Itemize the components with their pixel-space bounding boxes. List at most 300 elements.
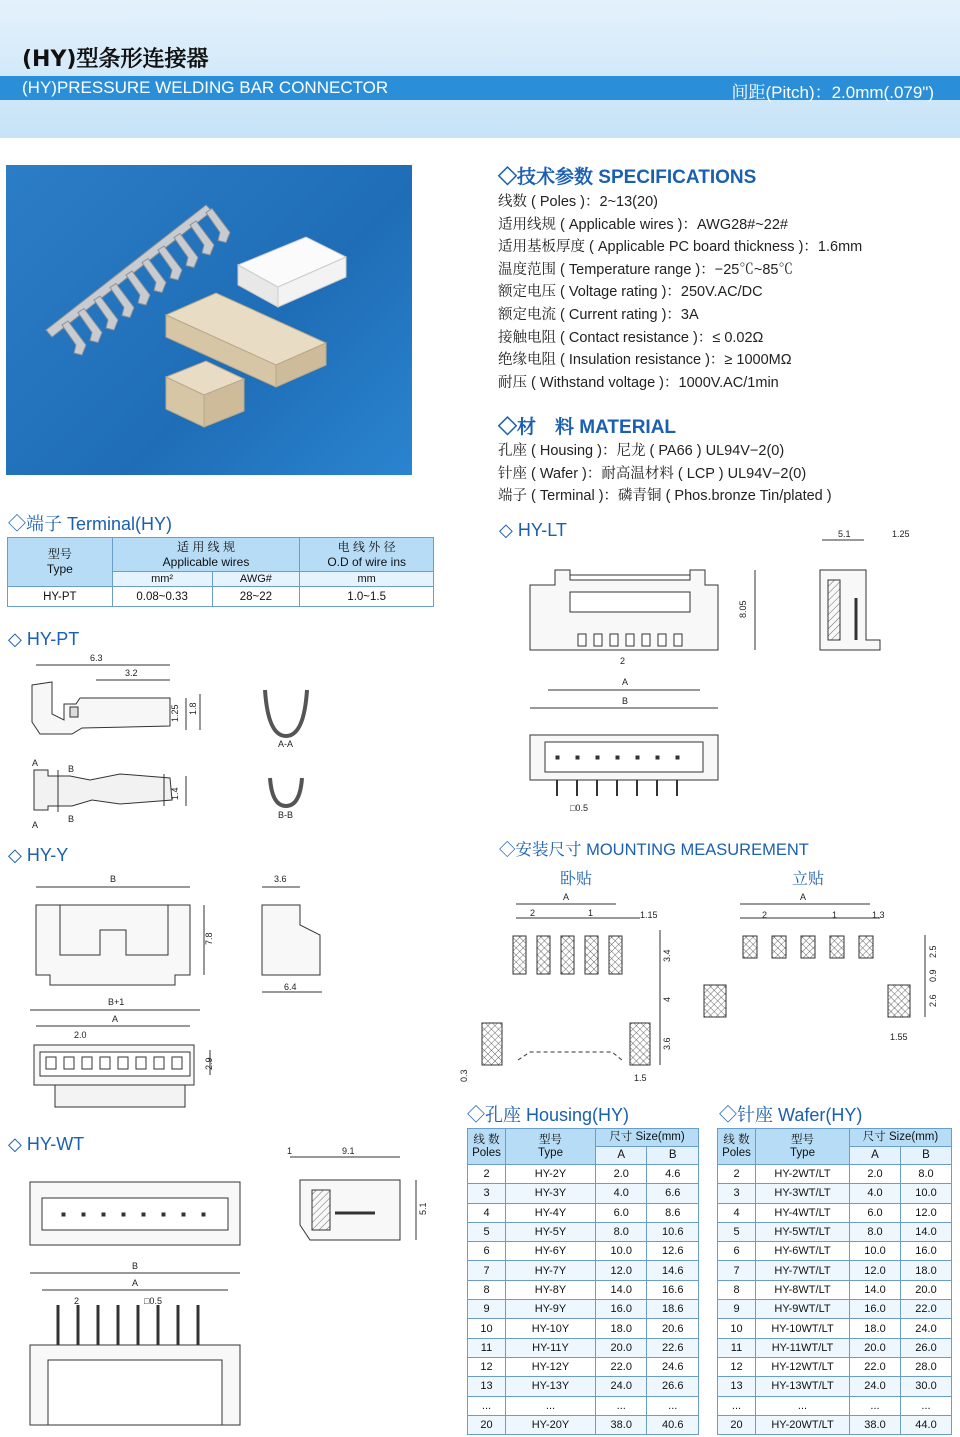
table-cell: 10 xyxy=(468,1319,506,1338)
dim-v-1: 1 xyxy=(832,910,838,920)
dim-m-0-3: 0.3 xyxy=(459,1069,469,1082)
table-cell: 24.0 xyxy=(850,1377,901,1396)
dim-m-1-5: 1.5 xyxy=(634,1073,647,1083)
table-cell: ... xyxy=(756,1396,850,1415)
drawing-detail xyxy=(46,1057,56,1069)
table-cell: 13 xyxy=(468,1377,506,1396)
mounting-horizontal-drawing xyxy=(482,904,660,1065)
drawing-detail xyxy=(642,634,650,646)
table-row xyxy=(718,1184,952,1203)
table-cell: 10.0 xyxy=(596,1242,647,1261)
table-cell: HY-3WT/LT xyxy=(756,1184,850,1203)
cell-od: 1.0~1.5 xyxy=(300,587,434,607)
table-cell: 2 xyxy=(718,1165,756,1184)
table-cell: ... xyxy=(900,1396,951,1415)
table-cell: 44.0 xyxy=(900,1415,951,1434)
drawing-detail xyxy=(172,1057,182,1069)
drawing-detail xyxy=(616,756,619,759)
dim-wt-1: 1 xyxy=(287,1146,293,1156)
table-cell: 2 xyxy=(468,1165,506,1184)
drawing-detail xyxy=(609,936,622,974)
dim-v-1-3: 1.3 xyxy=(872,910,885,920)
table-cell: 16.0 xyxy=(596,1300,647,1319)
spec-line: 适用线规 ( Applicable wires )：AWG28#~22# xyxy=(498,216,788,233)
dim-v-0-9: 0.9 xyxy=(928,969,938,982)
drawing-detail xyxy=(676,756,679,759)
th-type-cn: 型号 xyxy=(791,1133,814,1146)
page-subtitle: (HY)PRESSURE WELDING BAR CONNECTOR xyxy=(22,78,389,97)
table-row xyxy=(718,1222,952,1241)
table-cell: HY-10Y xyxy=(506,1319,596,1338)
table-cell: 6.6 xyxy=(647,1184,699,1203)
housing-table xyxy=(467,1128,699,1435)
th-poles-en: Poles xyxy=(472,1146,501,1159)
table-cell: 30.0 xyxy=(900,1377,951,1396)
spec-line: 绝缘电阻 ( Insulation resistance )：≥ 1000MΩ xyxy=(498,352,792,369)
drawing-detail xyxy=(202,1213,205,1216)
table-cell: 14.6 xyxy=(647,1261,699,1280)
drawing-detail xyxy=(162,1213,165,1216)
spec-line: 针座 ( Wafer )：耐高温材料 ( LCP ) UL94V−2(0) xyxy=(498,465,807,482)
dim-lt-b: B xyxy=(622,696,629,706)
dim-v-2: 2 xyxy=(762,910,768,920)
th-type-en: Type xyxy=(790,1146,815,1159)
horizontal-label: 卧贴 xyxy=(560,871,593,888)
table-cell: 11 xyxy=(468,1338,506,1357)
hy-pt-section-aa xyxy=(265,690,307,736)
table-cell: ... xyxy=(596,1396,647,1415)
dim-wt-b: B xyxy=(132,1261,139,1271)
drawing-detail xyxy=(102,1213,105,1216)
table-cell: HY-10WT/LT xyxy=(756,1319,850,1338)
dim-b-bot: B xyxy=(68,814,75,824)
th-type-en: Type xyxy=(538,1146,563,1159)
table-row xyxy=(718,1300,952,1319)
drawing-detail xyxy=(859,936,873,958)
table-cell: ... xyxy=(506,1396,596,1415)
table-cell: 24.0 xyxy=(900,1319,951,1338)
dim-lt-a: A xyxy=(622,677,629,687)
hy-wt-side-drawing xyxy=(290,1157,416,1240)
th-od-cn: 电 线 外 径 xyxy=(337,539,396,554)
hy-wt-front-drawing xyxy=(30,1182,240,1245)
th-b: B xyxy=(900,1147,951,1165)
table-cell: 24.0 xyxy=(596,1377,647,1396)
table-cell: 14.0 xyxy=(900,1222,951,1241)
table-row xyxy=(468,1203,699,1222)
mounting-heading: ◇安装尺寸 MOUNTING MEASUREMENT xyxy=(499,841,809,859)
table-row xyxy=(468,1377,699,1396)
hy-lt-bottom-drawing xyxy=(530,735,718,796)
table-cell: 28.0 xyxy=(900,1357,951,1376)
drawing-detail xyxy=(594,634,602,646)
table-cell: 20.0 xyxy=(850,1338,901,1357)
cell-type: HY-PT xyxy=(8,587,113,607)
table-cell: 13 xyxy=(718,1377,756,1396)
table-cell: HY-4Y xyxy=(506,1203,596,1222)
table-cell: HY-11Y xyxy=(506,1338,596,1357)
terminal-heading: ◇端子 Terminal(HY) xyxy=(8,514,173,534)
table-cell: 12.0 xyxy=(850,1261,901,1280)
drawing-detail xyxy=(64,1057,74,1069)
table-cell: 12.0 xyxy=(900,1203,951,1222)
dim-lt-5-1: 5.1 xyxy=(838,529,851,539)
dim-y-6-4: 6.4 xyxy=(284,982,297,992)
table-cell: 4.0 xyxy=(850,1184,901,1203)
table-row xyxy=(468,1165,699,1184)
table-row xyxy=(718,1165,952,1184)
dim-m-4: 4 xyxy=(662,996,672,1002)
dim-v-a: A xyxy=(800,892,807,902)
drawing-detail xyxy=(743,936,757,958)
table-cell: 11 xyxy=(718,1338,756,1357)
table-cell: HY-2WT/LT xyxy=(756,1165,850,1184)
drawing-detail xyxy=(122,1213,125,1216)
spec-line: 端子 ( Terminal )：磷青铜 ( Phos.bronze Tin/plated ) xyxy=(498,488,832,505)
drawing-detail xyxy=(658,634,666,646)
table-cell: 3 xyxy=(468,1184,506,1203)
drawing-detail xyxy=(513,936,526,974)
dim-a-bot: A xyxy=(32,820,39,830)
dim-wt-5-1: 5.1 xyxy=(418,1202,428,1215)
hy-pt-side-drawing xyxy=(32,665,200,734)
dim-pt-6-3: 6.3 xyxy=(90,653,103,663)
table-cell: 9 xyxy=(718,1300,756,1319)
table-cell: 9 xyxy=(468,1300,506,1319)
table-cell: 10 xyxy=(718,1319,756,1338)
table-cell: 2.0 xyxy=(850,1165,901,1184)
table-row xyxy=(468,1357,699,1376)
table-row xyxy=(718,1338,952,1357)
dim-v-1-55: 1.55 xyxy=(890,1032,908,1042)
cell-mm2: 0.08~0.33 xyxy=(112,587,212,607)
table-cell: HY-13WT/LT xyxy=(756,1377,850,1396)
table-cell: 4 xyxy=(468,1203,506,1222)
table-cell: 10.0 xyxy=(850,1242,901,1261)
table-row xyxy=(718,1261,952,1280)
dim-m-3-4: 3.4 xyxy=(662,949,672,962)
dim-b-top: B xyxy=(68,764,75,774)
dim-wt-9-1: 9.1 xyxy=(342,1146,355,1156)
dim-m-1: 1 xyxy=(588,908,594,918)
table-cell: 10.6 xyxy=(647,1222,699,1241)
vertical-label: 立贴 xyxy=(792,871,825,888)
th-od-en: O.D of wire ins xyxy=(327,554,406,569)
table-row xyxy=(468,1396,699,1415)
specifications-heading: ◇技术参数 SPECIFICATIONS xyxy=(498,167,757,188)
table-row xyxy=(468,1280,699,1299)
mounting-vertical-drawing xyxy=(704,904,925,1017)
table-row xyxy=(468,1242,699,1261)
table-cell: 40.6 xyxy=(647,1415,699,1434)
table-cell: HY-20Y xyxy=(506,1415,596,1434)
table-cell: HY-6WT/LT xyxy=(756,1242,850,1261)
hy-y-top-drawing xyxy=(30,1010,210,1107)
table-cell: HY-2Y xyxy=(506,1165,596,1184)
table-cell: 4 xyxy=(718,1203,756,1222)
table-cell: 26.6 xyxy=(647,1377,699,1396)
table-row xyxy=(718,1280,952,1299)
dim-wt-05: □0.5 xyxy=(144,1296,162,1306)
spec-line: 适用基板厚度 ( Applicable PC board thickness )：1.6mm xyxy=(498,239,863,256)
dim-m-a: A xyxy=(563,892,570,902)
th-a: A xyxy=(850,1147,901,1165)
drawing-detail xyxy=(561,936,574,974)
th-type-cn: 型号 xyxy=(47,547,72,561)
dim-lt-8-05: 8.05 xyxy=(738,600,748,618)
dim-y-3-6: 3.6 xyxy=(274,874,287,884)
table-row xyxy=(468,1338,699,1357)
table-cell: 12.0 xyxy=(596,1261,647,1280)
drawing-detail xyxy=(772,936,786,958)
table-cell: 8.6 xyxy=(647,1203,699,1222)
hy-wt-heading: ◇ HY-WT xyxy=(8,1134,85,1154)
table-cell: 20 xyxy=(468,1415,506,1434)
hy-pt-heading: ◇ HY-PT xyxy=(8,629,80,649)
spec-line: 接触电阻 ( Contact resistance )：≤ 0.02Ω xyxy=(498,329,764,346)
table-cell: 4.6 xyxy=(647,1165,699,1184)
drawing-detail xyxy=(136,1057,146,1069)
dim-m-1-15: 1.15 xyxy=(640,910,658,920)
table-cell: 12.6 xyxy=(647,1242,699,1261)
th-size: 尺寸 Size(mm) xyxy=(850,1129,952,1147)
dim-lt-05: □0.5 xyxy=(570,803,588,813)
hy-lt-side-drawing xyxy=(820,540,880,650)
dim-lt-2: 2 xyxy=(620,656,626,666)
table-row xyxy=(718,1242,952,1261)
dim-a-top: A xyxy=(32,758,39,768)
dim-y-2-9: 2.9 xyxy=(204,1057,214,1070)
drawing-detail xyxy=(636,756,639,759)
th-poles-cn: 线 数 xyxy=(473,1133,500,1146)
drawing-detail xyxy=(674,634,682,646)
hy-pt-top-drawing xyxy=(34,770,186,812)
th-wires-cn: 适 用 线 规 xyxy=(177,539,236,554)
spec-line: 孔座 ( Housing )：尼龙 ( PA66 ) UL94V−2(0) xyxy=(498,443,785,459)
table-cell: HY-4WT/LT xyxy=(756,1203,850,1222)
table-cell: 3 xyxy=(718,1184,756,1203)
table-cell: 5 xyxy=(468,1222,506,1241)
table-cell: HY-3Y xyxy=(506,1184,596,1203)
th-b: B xyxy=(647,1147,699,1165)
drawing-detail xyxy=(118,1057,128,1069)
drawing-detail xyxy=(142,1213,145,1216)
table-cell: 18.6 xyxy=(647,1300,699,1319)
table-row xyxy=(468,1415,699,1434)
drawing-detail xyxy=(610,634,618,646)
th-type-cn: 型号 xyxy=(539,1133,562,1146)
table-row xyxy=(468,1184,699,1203)
spec-line: 耐压 ( Withstand voltage )：1000V.AC/1min xyxy=(498,374,779,391)
table-cell: 16.6 xyxy=(647,1280,699,1299)
th-mm: mm xyxy=(300,572,434,587)
drawing-detail xyxy=(578,634,586,646)
table-cell: 26.0 xyxy=(900,1338,951,1357)
table-row xyxy=(468,1222,699,1241)
table-cell: 7 xyxy=(718,1261,756,1280)
table-cell: 8.0 xyxy=(596,1222,647,1241)
table-cell: HY-8WT/LT xyxy=(756,1280,850,1299)
drawing-detail xyxy=(82,1057,92,1069)
page-title: (HY)型条形连接器 xyxy=(22,47,209,72)
pitch-label: 间距(Pitch)：2.0mm(.079") xyxy=(731,83,934,102)
drawing-detail xyxy=(585,936,598,974)
dim-lt-1-25: 1.25 xyxy=(892,529,910,539)
table-cell: 6.0 xyxy=(850,1203,901,1222)
table-cell: HY-11WT/LT xyxy=(756,1338,850,1357)
th-wires-en: Applicable wires xyxy=(162,554,250,569)
dim-v-2-5: 2.5 xyxy=(928,945,938,958)
hy-wt-bottom-drawing xyxy=(30,1273,240,1425)
material-heading: ◇材 料 MATERIAL xyxy=(498,417,677,438)
hy-lt-heading: ◇ HY-LT xyxy=(499,520,567,540)
drawing-detail xyxy=(626,634,634,646)
dim-m-2: 2 xyxy=(530,908,536,918)
table-row xyxy=(468,1300,699,1319)
drawing-detail xyxy=(556,756,559,759)
table-cell: 14.0 xyxy=(596,1280,647,1299)
th-poles-en: Poles xyxy=(722,1146,751,1159)
table-cell: 20.6 xyxy=(647,1319,699,1338)
spec-line: 额定电流 ( Current rating )：3A xyxy=(498,306,699,323)
th-mm2: mm² xyxy=(112,572,212,587)
table-row xyxy=(718,1203,952,1222)
dim-m-3-6: 3.6 xyxy=(662,1037,672,1050)
table-cell: 12 xyxy=(718,1357,756,1376)
hy-y-front-drawing xyxy=(36,887,204,985)
hy-lt-front-drawing xyxy=(530,570,755,708)
table-cell: 2.0 xyxy=(596,1165,647,1184)
table-cell: 16.0 xyxy=(900,1242,951,1261)
table-cell: 22.0 xyxy=(850,1357,901,1376)
table-cell: 7 xyxy=(468,1261,506,1280)
table-cell: 4.0 xyxy=(596,1184,647,1203)
dim-pt-1-25: 1.25 xyxy=(170,704,180,722)
table-cell: 38.0 xyxy=(850,1415,901,1434)
table-cell: ... xyxy=(718,1396,756,1415)
table-cell: 22.0 xyxy=(596,1357,647,1376)
th-awg: AWG# xyxy=(212,572,300,587)
table-row xyxy=(718,1415,952,1434)
table-cell: HY-12Y xyxy=(506,1357,596,1376)
table-cell: 24.6 xyxy=(647,1357,699,1376)
drawing-detail xyxy=(801,936,815,958)
table-cell: ... xyxy=(468,1396,506,1415)
table-cell: 22.0 xyxy=(900,1300,951,1319)
table-cell: HY-9Y xyxy=(506,1300,596,1319)
table-cell: 18.0 xyxy=(596,1319,647,1338)
table-cell: HY-7WT/LT xyxy=(756,1261,850,1280)
housing-heading: ◇孔座 Housing(HY) xyxy=(467,1105,630,1125)
drawing-detail xyxy=(182,1213,185,1216)
table-row xyxy=(718,1377,952,1396)
th-type-en: Type xyxy=(46,562,73,576)
table-cell: 20.0 xyxy=(900,1280,951,1299)
dim-y-2-0: 2.0 xyxy=(74,1030,87,1040)
table-cell: 8 xyxy=(718,1280,756,1299)
table-cell: 20.0 xyxy=(596,1338,647,1357)
table-row xyxy=(468,1261,699,1280)
dim-aa: A-A xyxy=(278,739,294,749)
drawing-detail xyxy=(830,936,844,958)
table-row xyxy=(468,1319,699,1338)
table-cell: 8.0 xyxy=(900,1165,951,1184)
table-cell: 22.6 xyxy=(647,1338,699,1357)
drawing-detail xyxy=(154,1057,164,1069)
spec-line: 线数 ( Poles )：2~13(20) xyxy=(498,194,658,210)
drawing-detail xyxy=(100,1057,110,1069)
dim-wt-2: 2 xyxy=(74,1296,80,1306)
th-size: 尺寸 Size(mm) xyxy=(596,1129,699,1147)
table-cell: 16.0 xyxy=(850,1300,901,1319)
dim-pt-1-4: 1.4 xyxy=(170,787,180,800)
table-cell: 12 xyxy=(468,1357,506,1376)
table-cell: 6 xyxy=(718,1242,756,1261)
table-cell: 10.0 xyxy=(900,1184,951,1203)
table-cell: HY-20WT/LT xyxy=(756,1415,850,1434)
th-poles-cn: 线 数 xyxy=(723,1133,750,1146)
dim-y-b1: B+1 xyxy=(108,997,125,1007)
drawing-detail xyxy=(62,1213,65,1216)
table-row xyxy=(718,1357,952,1376)
dim-y-7-8: 7.8 xyxy=(204,932,214,945)
table-cell: 6 xyxy=(468,1242,506,1261)
table-cell: HY-8Y xyxy=(506,1280,596,1299)
table-row xyxy=(718,1396,952,1415)
table-cell: 18.0 xyxy=(900,1261,951,1280)
dim-pt-3-2: 3.2 xyxy=(125,668,138,678)
wafer-heading: ◇针座 Wafer(HY) xyxy=(719,1105,863,1125)
table-cell: HY-7Y xyxy=(506,1261,596,1280)
hy-pt-section-bb xyxy=(270,778,302,806)
drawing-detail xyxy=(82,1213,85,1216)
wafer-table xyxy=(717,1128,952,1435)
th-a: A xyxy=(596,1147,647,1165)
table-cell: HY-13Y xyxy=(506,1377,596,1396)
drawing-detail xyxy=(576,756,579,759)
table-cell: HY-12WT/LT xyxy=(756,1357,850,1376)
table-cell: 18.0 xyxy=(850,1319,901,1338)
table-cell: 20 xyxy=(718,1415,756,1434)
spec-line: 额定电压 ( Voltage rating )：250V.AC/DC xyxy=(498,284,763,301)
drawing-detail xyxy=(537,936,550,974)
spec-line: 温度范围 ( Temperature range )：−25℃~85℃ xyxy=(498,261,793,278)
dim-bb: B-B xyxy=(278,810,294,820)
table-cell: ... xyxy=(647,1396,699,1415)
hy-y-heading: ◇ HY-Y xyxy=(8,845,69,865)
dim-y-b: B xyxy=(110,874,117,884)
table-cell: HY-6Y xyxy=(506,1242,596,1261)
table-cell: HY-5Y xyxy=(506,1222,596,1241)
dim-y-a: A xyxy=(112,1014,119,1024)
dim-wt-a: A xyxy=(132,1278,139,1288)
dim-v-2-6: 2.6 xyxy=(928,994,938,1007)
drawing-detail xyxy=(596,756,599,759)
table-cell: HY-5WT/LT xyxy=(756,1222,850,1241)
drawing-detail xyxy=(656,756,659,759)
cell-awg: 28~22 xyxy=(212,587,300,607)
table-cell: 14.0 xyxy=(850,1280,901,1299)
hy-y-side-drawing xyxy=(262,887,322,992)
table-cell: 5 xyxy=(718,1222,756,1241)
table-cell: 6.0 xyxy=(596,1203,647,1222)
table-cell: ... xyxy=(850,1396,901,1415)
table-cell: 38.0 xyxy=(596,1415,647,1434)
table-cell: HY-9WT/LT xyxy=(756,1300,850,1319)
table-cell: 8 xyxy=(468,1280,506,1299)
table-cell: 8.0 xyxy=(850,1222,901,1241)
dim-pt-1-8: 1.8 xyxy=(188,702,198,715)
